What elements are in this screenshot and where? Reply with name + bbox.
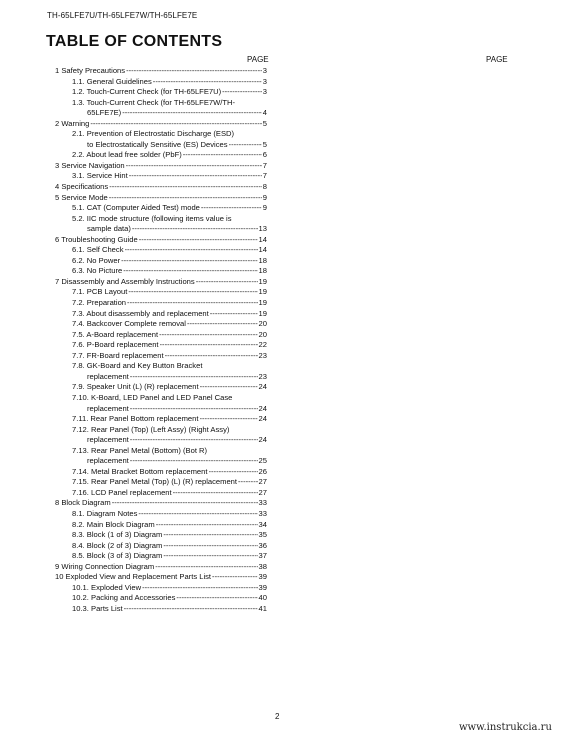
toc-entry[interactable] (55, 119, 267, 130)
dot-leader (109, 182, 262, 193)
toc-entry[interactable] (55, 340, 267, 351)
dot-leader (121, 256, 257, 267)
toc-entry-label: 5 Service Mode (55, 192, 108, 202)
toc-entry[interactable] (55, 530, 267, 541)
toc-entry[interactable] (55, 66, 267, 77)
dot-leader (153, 77, 262, 88)
toc-entry[interactable] (55, 277, 267, 288)
toc-entry-page: 39 (258, 572, 267, 582)
toc-entry-page: 24 (258, 382, 267, 392)
toc-entry-label: 7.6. P-Board replacement (72, 340, 159, 350)
toc-entry-page: 3 (262, 66, 267, 75)
toc-entry-page: 41 (258, 603, 267, 613)
toc-entry-label: 10 Exploded View and Replacement Parts List (55, 572, 212, 582)
toc-entry-label: 10.2. Packing and Accessories (72, 593, 176, 603)
toc-entry-page: 24 (258, 414, 267, 424)
dot-leader (129, 171, 262, 182)
toc-entry[interactable] (55, 182, 267, 193)
dot-leader (142, 583, 257, 594)
toc-entry-page: 7 (262, 171, 267, 181)
toc-entry-page: 24 (258, 435, 267, 445)
toc-entry-label-line1: 7.12. Rear Panel (Top) (Left Assy) (Right Assy) (72, 424, 230, 434)
toc-entry-label-line1: 5.2. IIC mode structure (following items value is (72, 213, 232, 223)
dot-leader (130, 456, 258, 467)
toc-entry[interactable] (55, 87, 267, 98)
dot-leader (128, 287, 257, 298)
dot-leader (212, 572, 258, 583)
toc-entry[interactable] (55, 414, 267, 425)
toc-entry-label: 9 Wiring Connection Diagram (55, 561, 155, 571)
toc-entry-page: 34 (258, 519, 267, 529)
toc-entry[interactable] (55, 203, 267, 214)
dot-leader (112, 498, 258, 509)
toc-entry-label-line2: replacement (87, 403, 129, 413)
toc-entry-page: 14 (258, 245, 267, 255)
dot-leader (163, 530, 257, 541)
toc-entry-label: 3.1. Service Hint (72, 171, 128, 181)
toc-entry-page: 37 (258, 551, 267, 561)
toc-entry-label: 2 Warning (55, 118, 90, 128)
toc-entry-label: 7.9. Speaker Unit (L) (R) replacement (72, 382, 199, 392)
toc-entry-label-line2: replacement (87, 435, 129, 445)
toc-entry-label: 7.14. Metal Bracket Bottom replacement (72, 466, 208, 476)
toc-entry[interactable] (55, 361, 267, 382)
toc-entry-label: 7.1. PCB Layout (72, 287, 128, 297)
toc-entry[interactable] (55, 541, 267, 552)
dot-leader (201, 203, 262, 214)
toc-entry[interactable] (55, 98, 267, 119)
dot-leader (109, 193, 262, 204)
toc-entry-label-line1: 2.1. Prevention of Electrostatic Discharge (ESD) (72, 129, 235, 139)
watermark-link[interactable]: www.instrukcia.ru (459, 722, 552, 733)
toc-entry-page: 40 (258, 593, 267, 603)
toc-entry-page: 38 (258, 561, 267, 571)
toc-entry-page: 39 (258, 582, 267, 592)
toc-entry-label: 2.2. About lead free solder (PbF) (72, 150, 182, 160)
toc-entry[interactable] (55, 266, 267, 277)
dot-leader (138, 509, 257, 520)
toc-entry-label-line1: 7.8. GK-Board and Key Button Bracket (72, 361, 203, 371)
toc-entry[interactable] (55, 319, 267, 330)
dot-leader (139, 235, 258, 246)
page-number: 2 (275, 712, 280, 721)
toc-entry[interactable] (55, 129, 267, 150)
toc-entry-page: 20 (258, 319, 267, 329)
toc-entry[interactable] (55, 572, 267, 583)
dot-leader (122, 108, 262, 119)
toc-entry-label: 4 Specifications (55, 182, 109, 192)
dot-leader (130, 372, 258, 383)
toc-entry-page: 22 (258, 340, 267, 350)
toc-entry-page: 33 (258, 498, 267, 508)
dot-leader (200, 382, 258, 393)
toc-entry-label: 8.2. Main Block Diagram (72, 519, 155, 529)
toc-entry-page: 36 (258, 540, 267, 550)
toc-entry-label-line2: 65LFE7E) (87, 108, 122, 118)
toc-entry-label-line2: replacement (87, 371, 129, 381)
dot-leader (126, 161, 262, 172)
toc-entry-label: 7.3. About disassembly and replacement (72, 308, 209, 318)
toc-entry-label-line1: 7.10. K-Board, LED Panel and LED Panel Case (72, 392, 233, 402)
toc-entry[interactable] (55, 256, 267, 267)
toc-entry-page: 14 (258, 234, 267, 244)
dot-leader (159, 330, 257, 341)
toc-entry-label: 7.5. A-Board replacement (72, 329, 159, 339)
toc-entry[interactable] (55, 551, 267, 562)
toc-entry-label: 1.2. Touch-Current Check (for TH-65LFE7U) (72, 87, 222, 97)
toc-entry-page: 33 (258, 508, 267, 518)
toc-entry-page: 25 (258, 456, 267, 466)
toc-entry[interactable] (55, 604, 267, 615)
toc-entry-page: 35 (258, 530, 267, 540)
toc-entry[interactable] (55, 520, 267, 531)
toc-entry-label: 6.1. Self Check (72, 245, 124, 255)
dot-leader (126, 66, 262, 77)
toc-entry-label: 10.3. Parts List (72, 603, 123, 613)
dot-leader (183, 150, 262, 161)
toc-entry[interactable] (55, 509, 267, 520)
dot-leader (156, 520, 258, 531)
toc-entry-page: 27 (258, 487, 267, 497)
toc-entry[interactable] (55, 488, 267, 499)
toc-entry-label: 7.15. Rear Panel Metal (Top) (L) (R) replacement (72, 477, 238, 487)
dot-leader (123, 266, 257, 277)
toc-entry[interactable] (55, 425, 267, 446)
toc-entry-page: 23 (258, 350, 267, 360)
page-column-label-right: PAGE (486, 55, 508, 64)
dot-leader (222, 87, 262, 98)
toc-entry-page: 3 (262, 76, 267, 86)
toc-entry-label: 10.1. Exploded View (72, 582, 142, 592)
toc-entry-label: 1 Safety Precautions (55, 66, 126, 75)
toc-entry-label: 7.2. Preparation (72, 298, 127, 308)
toc-entry[interactable] (55, 467, 267, 478)
model-header: TH-65LFE7U/TH-65LFE7W/TH-65LFE7E (47, 11, 198, 20)
dot-leader (130, 404, 258, 415)
toc-entry[interactable] (55, 298, 267, 309)
toc-entry[interactable] (55, 287, 267, 298)
toc-entry[interactable] (55, 161, 267, 172)
dot-leader (132, 224, 258, 235)
toc-entry[interactable] (55, 583, 267, 594)
toc-entry[interactable] (55, 351, 267, 362)
toc-entry-label: 6.2. No Power (72, 255, 121, 265)
dot-leader (155, 562, 257, 573)
toc-entry-label: 8.5. Block (3 of 3) Diagram (72, 551, 163, 561)
toc-entry-label: 6.3. No Picture (72, 266, 123, 276)
dot-leader (200, 414, 258, 425)
dot-leader (187, 319, 258, 330)
toc-entry-label: 8.3. Block (1 of 3) Diagram (72, 530, 163, 540)
toc-entry[interactable] (55, 77, 267, 88)
toc-entry[interactable] (55, 393, 267, 414)
toc-entry-label: 8 Block Diagram (55, 498, 111, 508)
toc-entry-page: 26 (258, 466, 267, 476)
toc-entry-page: 27 (258, 477, 267, 487)
dot-leader (124, 604, 258, 615)
toc-entry-page: 9 (262, 203, 267, 213)
toc-entry-label-line2: replacement (87, 456, 129, 466)
page-title: TABLE OF CONTENTS (46, 33, 223, 50)
toc-entry-page: 4 (262, 108, 267, 118)
dot-leader (160, 340, 258, 351)
toc-entry[interactable] (55, 150, 267, 161)
toc-entry-page: 19 (258, 308, 267, 318)
toc-entry[interactable] (55, 330, 267, 341)
dot-leader (163, 541, 257, 552)
toc-entry-page: 7 (262, 160, 267, 170)
toc-entry-label: 7.16. LCD Panel replacement (72, 487, 172, 497)
toc-entry-label: 3 Service Navigation (55, 160, 125, 170)
dot-leader (173, 488, 258, 499)
toc-entry-label: 7.11. Rear Panel Bottom replacement (72, 414, 199, 424)
toc-entry[interactable] (55, 245, 267, 256)
toc-entry-label: 1.1. General Guidelines (72, 76, 152, 86)
toc-entry-label-line2: to Electrostatically Sensitive (ES) Devices (87, 139, 228, 149)
toc-entry[interactable] (55, 309, 267, 320)
toc-entry-page: 18 (258, 266, 267, 276)
toc-entry-label: 8.4. Block (2 of 3) Diagram (72, 540, 163, 550)
toc-entry-label: 7.7. FR-Board replacement (72, 350, 164, 360)
dot-leader (125, 245, 258, 256)
page-column-label-left: PAGE (247, 55, 269, 64)
dot-leader (127, 298, 258, 309)
toc-entry[interactable] (55, 193, 267, 204)
table-of-contents (55, 66, 267, 614)
dot-leader (238, 477, 258, 488)
dot-leader (130, 435, 258, 446)
toc-entry-page: 3 (262, 87, 267, 97)
toc-entry-page: 8 (262, 182, 267, 192)
toc-entry-page: 9 (262, 192, 267, 202)
toc-entry-page: 19 (258, 298, 267, 308)
toc-entry-page: 19 (258, 276, 267, 286)
dot-leader (209, 467, 258, 478)
toc-entry-page: 23 (258, 371, 267, 381)
toc-entry-page: 24 (258, 403, 267, 413)
dot-leader (90, 119, 261, 130)
toc-entry-label-line1: 1.3. Touch-Current Check (for TH-65LFE7W/TH- (72, 97, 236, 107)
toc-entry-label: 7.4. Backcover Complete removal (72, 319, 186, 329)
toc-entry[interactable] (55, 498, 267, 509)
toc-entry-label-line1: 7.13. Rear Panel Metal (Bottom) (Bot R) (72, 445, 208, 455)
toc-entry[interactable] (55, 235, 267, 246)
toc-entry[interactable] (55, 477, 267, 488)
toc-entry[interactable] (55, 214, 267, 235)
toc-entry-page: 18 (258, 255, 267, 265)
toc-entry[interactable] (55, 593, 267, 604)
toc-entry[interactable] (55, 171, 267, 182)
dot-leader (165, 351, 258, 362)
toc-entry-page: 13 (258, 224, 267, 234)
toc-entry-label: 8.1. Diagram Notes (72, 508, 138, 518)
toc-entry-label-line2: sample data) (87, 224, 131, 234)
dot-leader (229, 140, 262, 151)
dot-leader (210, 309, 258, 320)
dot-leader (176, 593, 257, 604)
toc-entry-page: 20 (258, 329, 267, 339)
toc-entry[interactable] (55, 446, 267, 467)
dot-leader (196, 277, 258, 288)
dot-leader (163, 551, 257, 562)
toc-entry-label: 6 Troubleshooting Guide (55, 234, 138, 244)
toc-entry[interactable] (55, 382, 267, 393)
toc-entry-page: 19 (258, 287, 267, 297)
toc-entry-page: 5 (262, 118, 267, 128)
toc-entry-label: 5.1. CAT (Computer Aided Test) mode (72, 203, 200, 213)
toc-entry[interactable] (55, 562, 267, 573)
toc-entry-page: 6 (262, 150, 267, 160)
toc-entry-page: 5 (262, 139, 267, 149)
toc-entry-label: 7 Disassembly and Assembly Instructions (55, 276, 195, 286)
